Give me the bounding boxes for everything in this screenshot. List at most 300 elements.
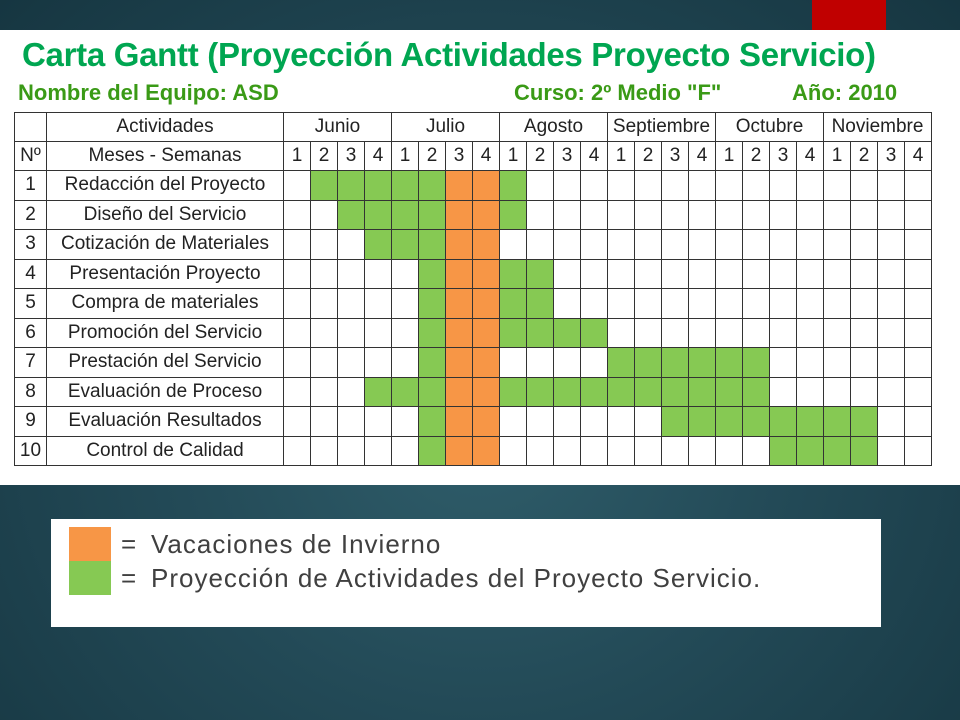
- active-week-cell: [338, 171, 365, 201]
- week-cell: [608, 200, 635, 230]
- vacation-cell: [446, 348, 473, 378]
- month-header: Septiembre: [608, 113, 716, 142]
- active-week-cell: [500, 318, 527, 348]
- week-cell: [365, 318, 392, 348]
- vacation-cell: [446, 436, 473, 466]
- activity-row: [15, 171, 932, 201]
- week-header: 3: [878, 142, 905, 171]
- week-header: 3: [338, 142, 365, 171]
- active-week-cell: [500, 289, 527, 319]
- month-header: Junio: [284, 113, 392, 142]
- week-cell: [284, 171, 311, 201]
- week-cell: [608, 436, 635, 466]
- week-cell: [581, 200, 608, 230]
- active-week-cell: [662, 407, 689, 437]
- week-cell: [500, 407, 527, 437]
- week-header: 4: [365, 142, 392, 171]
- year-label: Año: 2010: [792, 80, 898, 105]
- active-week-cell: [851, 436, 878, 466]
- activity-number: 9: [15, 407, 47, 437]
- active-week-cell: [743, 407, 770, 437]
- vacation-cell: [473, 289, 500, 319]
- week-header: 4: [689, 142, 716, 171]
- week-cell: [878, 289, 905, 319]
- vacation-cell: [446, 407, 473, 437]
- month-header: Noviembre: [824, 113, 932, 142]
- week-header: 1: [824, 142, 851, 171]
- week-cell: [554, 436, 581, 466]
- active-week-cell: [635, 377, 662, 407]
- week-header: 4: [905, 142, 932, 171]
- week-header: 1: [500, 142, 527, 171]
- active-week-cell: [797, 436, 824, 466]
- week-cell: [824, 171, 851, 201]
- week-cell: [662, 436, 689, 466]
- week-cell: [743, 259, 770, 289]
- month-header: Octubre: [716, 113, 824, 142]
- active-week-cell: [689, 377, 716, 407]
- week-cell: [905, 200, 932, 230]
- gantt-panel: [0, 30, 960, 485]
- vacation-cell: [473, 200, 500, 230]
- week-cell: [770, 348, 797, 378]
- activity-row: [15, 377, 932, 407]
- week-cell: [284, 407, 311, 437]
- activity-name: Evaluación Resultados: [47, 407, 284, 437]
- week-cell: [878, 377, 905, 407]
- week-cell: [878, 318, 905, 348]
- week-cell: [662, 318, 689, 348]
- week-cell: [797, 171, 824, 201]
- week-cell: [851, 377, 878, 407]
- week-cell: [284, 348, 311, 378]
- week-cell: [716, 230, 743, 260]
- week-cell: [581, 407, 608, 437]
- week-cell: [581, 230, 608, 260]
- header-row-weeks: [15, 142, 932, 171]
- week-cell: [581, 171, 608, 201]
- active-week-cell: [608, 377, 635, 407]
- active-week-cell: [392, 377, 419, 407]
- months-weeks-header: Meses - Semanas: [47, 142, 284, 171]
- active-week-cell: [824, 407, 851, 437]
- week-cell: [338, 289, 365, 319]
- active-week-cell: [770, 407, 797, 437]
- week-cell: [635, 318, 662, 348]
- week-cell: [581, 348, 608, 378]
- week-cell: [770, 200, 797, 230]
- week-cell: [689, 259, 716, 289]
- week-cell: [608, 407, 635, 437]
- week-cell: [662, 259, 689, 289]
- week-cell: [689, 436, 716, 466]
- week-cell: [743, 200, 770, 230]
- active-week-cell: [500, 200, 527, 230]
- week-cell: [905, 436, 932, 466]
- week-cell: [500, 230, 527, 260]
- activity-name: Control de Calidad: [47, 436, 284, 466]
- week-cell: [392, 407, 419, 437]
- week-header: 4: [473, 142, 500, 171]
- week-cell: [338, 377, 365, 407]
- activity-row: [15, 348, 932, 378]
- vacation-cell: [473, 171, 500, 201]
- team-name: Nombre del Equipo: ASD: [18, 80, 279, 105]
- activity-row: [15, 200, 932, 230]
- week-header: 2: [635, 142, 662, 171]
- activity-number: 4: [15, 259, 47, 289]
- week-cell: [851, 171, 878, 201]
- week-header: 2: [743, 142, 770, 171]
- week-header: 2: [311, 142, 338, 171]
- activity-name: Prestación del Servicio: [47, 348, 284, 378]
- week-cell: [554, 259, 581, 289]
- week-cell: [905, 377, 932, 407]
- week-cell: [635, 171, 662, 201]
- week-cell: [770, 289, 797, 319]
- week-cell: [284, 230, 311, 260]
- week-cell: [905, 407, 932, 437]
- week-cell: [554, 289, 581, 319]
- week-cell: [905, 348, 932, 378]
- week-cell: [284, 259, 311, 289]
- activity-row: [15, 436, 932, 466]
- week-cell: [689, 200, 716, 230]
- activity-name: Promoción del Servicio: [47, 318, 284, 348]
- active-week-cell: [851, 407, 878, 437]
- week-cell: [635, 289, 662, 319]
- slide-accent-bar: [812, 0, 886, 30]
- week-cell: [824, 230, 851, 260]
- week-cell: [797, 289, 824, 319]
- week-cell: [878, 348, 905, 378]
- gantt-table: [14, 112, 932, 466]
- week-cell: [878, 407, 905, 437]
- active-week-cell: [662, 348, 689, 378]
- week-cell: [797, 230, 824, 260]
- active-week-cell: [716, 407, 743, 437]
- week-cell: [662, 171, 689, 201]
- week-cell: [905, 318, 932, 348]
- active-week-cell: [338, 200, 365, 230]
- week-cell: [716, 436, 743, 466]
- activity-row: [15, 259, 932, 289]
- week-cell: [851, 289, 878, 319]
- activity-row: [15, 289, 932, 319]
- active-week-cell: [527, 318, 554, 348]
- week-cell: [608, 259, 635, 289]
- week-header: 2: [419, 142, 446, 171]
- week-cell: [905, 230, 932, 260]
- active-week-cell: [743, 377, 770, 407]
- week-cell: [797, 348, 824, 378]
- vacation-cell: [446, 259, 473, 289]
- week-cell: [311, 259, 338, 289]
- activity-name: Redacción del Proyecto: [47, 171, 284, 201]
- week-cell: [284, 289, 311, 319]
- vacation-cell: [446, 171, 473, 201]
- active-week-cell: [554, 377, 581, 407]
- activity-number: 8: [15, 377, 47, 407]
- active-week-cell: [365, 230, 392, 260]
- week-cell: [527, 200, 554, 230]
- week-cell: [284, 318, 311, 348]
- week-cell: [608, 171, 635, 201]
- active-week-cell: [419, 200, 446, 230]
- week-cell: [527, 348, 554, 378]
- activities-header: Actividades: [47, 113, 284, 142]
- activity-row: [15, 230, 932, 260]
- active-week-cell: [311, 171, 338, 201]
- week-cell: [689, 318, 716, 348]
- week-cell: [392, 318, 419, 348]
- week-cell: [527, 230, 554, 260]
- week-cell: [797, 259, 824, 289]
- vacation-cell: [473, 377, 500, 407]
- legend-project-label: Proyección de Actividades del Proyecto Servicio.: [151, 562, 762, 593]
- activity-name: Presentación Proyecto: [47, 259, 284, 289]
- week-cell: [662, 230, 689, 260]
- week-cell: [392, 348, 419, 378]
- month-header: Julio: [392, 113, 500, 142]
- week-cell: [770, 377, 797, 407]
- activity-number: 5: [15, 289, 47, 319]
- vacation-cell: [446, 289, 473, 319]
- week-cell: [851, 200, 878, 230]
- week-cell: [338, 348, 365, 378]
- header-row-months: [15, 113, 932, 142]
- vacation-cell: [473, 407, 500, 437]
- vacation-cell: [473, 230, 500, 260]
- week-cell: [770, 318, 797, 348]
- activity-row: [15, 318, 932, 348]
- week-cell: [608, 289, 635, 319]
- week-cell: [716, 318, 743, 348]
- week-cell: [905, 171, 932, 201]
- legend-vacation-label: Vacaciones de Invierno: [151, 528, 442, 559]
- week-cell: [635, 436, 662, 466]
- week-cell: [554, 407, 581, 437]
- activity-name: Cotización de Materiales: [47, 230, 284, 260]
- week-cell: [554, 230, 581, 260]
- week-cell: [284, 200, 311, 230]
- week-cell: [500, 348, 527, 378]
- week-cell: [311, 436, 338, 466]
- vacation-cell: [446, 377, 473, 407]
- active-week-cell: [392, 230, 419, 260]
- header-blank-cell: [15, 113, 47, 142]
- active-week-cell: [689, 407, 716, 437]
- week-cell: [365, 348, 392, 378]
- week-cell: [581, 289, 608, 319]
- week-cell: [311, 377, 338, 407]
- week-cell: [635, 200, 662, 230]
- week-cell: [311, 348, 338, 378]
- week-cell: [905, 259, 932, 289]
- active-week-cell: [419, 348, 446, 378]
- activity-number: 1: [15, 171, 47, 201]
- vacation-cell: [446, 200, 473, 230]
- week-header: 1: [392, 142, 419, 171]
- project-swatch: [69, 561, 111, 595]
- active-week-cell: [365, 377, 392, 407]
- week-cell: [716, 171, 743, 201]
- active-week-cell: [392, 171, 419, 201]
- legend-equals: =: [121, 562, 137, 593]
- week-cell: [770, 230, 797, 260]
- legend-equals: =: [121, 528, 137, 559]
- active-week-cell: [365, 171, 392, 201]
- week-cell: [365, 436, 392, 466]
- week-cell: [311, 230, 338, 260]
- week-cell: [824, 289, 851, 319]
- activity-number: 3: [15, 230, 47, 260]
- week-cell: [716, 259, 743, 289]
- active-week-cell: [824, 436, 851, 466]
- active-week-cell: [635, 348, 662, 378]
- activity-number: 6: [15, 318, 47, 348]
- activity-name: Evaluación de Proceso: [47, 377, 284, 407]
- vacation-swatch: [69, 527, 111, 561]
- week-cell: [770, 259, 797, 289]
- week-cell: [554, 348, 581, 378]
- week-cell: [743, 289, 770, 319]
- week-header: 1: [284, 142, 311, 171]
- week-cell: [851, 318, 878, 348]
- legend: [51, 519, 881, 627]
- course-label: Curso: 2º Medio "F": [514, 80, 722, 105]
- week-cell: [716, 200, 743, 230]
- active-week-cell: [797, 407, 824, 437]
- week-cell: [743, 318, 770, 348]
- active-week-cell: [554, 318, 581, 348]
- week-cell: [878, 230, 905, 260]
- week-cell: [878, 200, 905, 230]
- active-week-cell: [419, 289, 446, 319]
- week-cell: [284, 436, 311, 466]
- active-week-cell: [500, 259, 527, 289]
- week-cell: [581, 436, 608, 466]
- week-cell: [797, 200, 824, 230]
- active-week-cell: [689, 348, 716, 378]
- week-cell: [527, 407, 554, 437]
- active-week-cell: [419, 377, 446, 407]
- week-cell: [797, 377, 824, 407]
- week-cell: [554, 200, 581, 230]
- vacation-cell: [446, 230, 473, 260]
- week-cell: [311, 289, 338, 319]
- week-cell: [824, 377, 851, 407]
- week-cell: [635, 259, 662, 289]
- active-week-cell: [662, 377, 689, 407]
- vacation-cell: [473, 318, 500, 348]
- week-cell: [770, 171, 797, 201]
- activity-name: Diseño del Servicio: [47, 200, 284, 230]
- week-cell: [743, 436, 770, 466]
- week-cell: [662, 289, 689, 319]
- week-cell: [338, 230, 365, 260]
- week-cell: [851, 230, 878, 260]
- week-cell: [311, 200, 338, 230]
- week-cell: [824, 259, 851, 289]
- legend-item-vacation: [69, 527, 441, 561]
- week-header: 2: [851, 142, 878, 171]
- active-week-cell: [527, 289, 554, 319]
- week-cell: [527, 436, 554, 466]
- active-week-cell: [581, 318, 608, 348]
- week-cell: [338, 259, 365, 289]
- week-cell: [824, 318, 851, 348]
- activity-number: 2: [15, 200, 47, 230]
- week-cell: [338, 318, 365, 348]
- active-week-cell: [419, 230, 446, 260]
- active-week-cell: [743, 348, 770, 378]
- week-cell: [311, 318, 338, 348]
- week-cell: [878, 171, 905, 201]
- week-cell: [365, 289, 392, 319]
- week-header: 3: [770, 142, 797, 171]
- week-cell: [365, 407, 392, 437]
- week-header: 4: [581, 142, 608, 171]
- active-week-cell: [419, 436, 446, 466]
- week-header: 3: [554, 142, 581, 171]
- active-week-cell: [500, 377, 527, 407]
- week-cell: [338, 436, 365, 466]
- active-week-cell: [365, 200, 392, 230]
- week-cell: [608, 318, 635, 348]
- week-cell: [662, 200, 689, 230]
- week-cell: [878, 436, 905, 466]
- activity-number: 10: [15, 436, 47, 466]
- week-cell: [392, 436, 419, 466]
- legend-item-project: [69, 561, 761, 595]
- week-header: 1: [608, 142, 635, 171]
- active-week-cell: [419, 171, 446, 201]
- week-cell: [824, 348, 851, 378]
- week-header: 3: [446, 142, 473, 171]
- active-week-cell: [608, 348, 635, 378]
- week-cell: [608, 230, 635, 260]
- week-cell: [797, 318, 824, 348]
- active-week-cell: [419, 259, 446, 289]
- chart-title: Carta Gantt (Proyección Actividades Proyecto Servicio): [22, 36, 876, 73]
- week-cell: [581, 259, 608, 289]
- week-cell: [311, 407, 338, 437]
- week-cell: [878, 259, 905, 289]
- active-week-cell: [716, 377, 743, 407]
- week-cell: [689, 289, 716, 319]
- activity-name: Compra de materiales: [47, 289, 284, 319]
- active-week-cell: [527, 377, 554, 407]
- activity-number: 7: [15, 348, 47, 378]
- active-week-cell: [419, 318, 446, 348]
- week-cell: [743, 230, 770, 260]
- active-week-cell: [770, 436, 797, 466]
- activity-row: [15, 407, 932, 437]
- week-cell: [554, 171, 581, 201]
- week-cell: [905, 289, 932, 319]
- week-cell: [851, 259, 878, 289]
- vacation-cell: [473, 436, 500, 466]
- week-cell: [392, 259, 419, 289]
- week-header: 3: [662, 142, 689, 171]
- week-cell: [716, 289, 743, 319]
- week-cell: [392, 289, 419, 319]
- vacation-cell: [473, 348, 500, 378]
- active-week-cell: [716, 348, 743, 378]
- active-week-cell: [419, 407, 446, 437]
- week-cell: [500, 436, 527, 466]
